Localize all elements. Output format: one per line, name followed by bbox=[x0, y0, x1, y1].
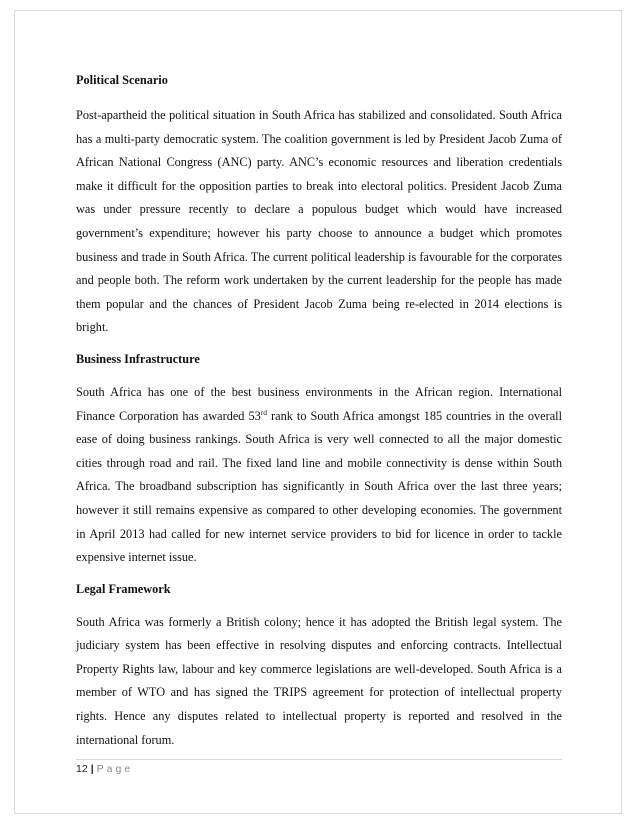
paragraph-text-part: South Africa has one of the best business environments in the African region. International Finance Corporation has awarded 53 bbox=[76, 384, 562, 423]
footer-separator: | bbox=[90, 763, 94, 775]
heading-business-infrastructure: Business Infrastructure bbox=[76, 351, 200, 366]
footer-divider bbox=[76, 759, 562, 760]
paragraph-political-scenario: Post-apartheid the political situation in South Africa has stabilized and consolidated. South Africa has a multi-party democratic system. The coalition government is led by President Jacob Zuma of African National Congress (ANC) party. ANC’s economic resources and liberation credentials make it difficult for the opposition parties to break into electoral politics. President Jacob Zuma was under pressure recently to declare a populous budget which would have increased government’s expenditure; however his party choose to announce a budget which promotes business and trade in South Africa. The current political leadership is favourable for the corporates and people both. The reform work undertaken by the current leadership for the people has made them popular and the chances of President Jacob Zuma being re-elected in 2014 elections is bright. bbox=[76, 108, 562, 335]
paragraph-business-infrastructure bbox=[76, 381, 562, 570]
page-footer bbox=[76, 763, 133, 775]
document-body bbox=[76, 63, 562, 752]
superscript-ordinal: rd bbox=[260, 407, 268, 417]
paragraph-legal-framework: South Africa was formerly a British colony; hence it has adopted the British legal system. The judiciary system has been effective in resolving disputes and enforcing contracts. Intellectual Property Rights law, labour and key commerce legislations are well-developed. South Africa is a member of WTO and has signed the TRIPS agreement for protection of intellectual property rights. Hence any disputes related to intellectual property is reported and resolved in the international forum. bbox=[76, 614, 562, 747]
heading-legal-framework: Legal Framework bbox=[76, 581, 171, 596]
paragraph-text-part: rank to South Africa amongst 185 countries in the overall ease of doing business rankings. South Africa is very well connected to all the major domestic cities through road and rail. The fixed land line and mobile connectivity is dense within South Africa. The broadband subscription has significantly in South Africa over the last three years; however it still remains expensive as compared to other developing economies. The government in April 2013 had called for new internet service providers to bid for licence in order to tackle expensive internet issue. bbox=[76, 408, 562, 565]
page-number: 12 bbox=[76, 763, 88, 775]
page-label: Page bbox=[96, 763, 134, 775]
heading-political-scenario: Political Scenario bbox=[76, 73, 168, 87]
